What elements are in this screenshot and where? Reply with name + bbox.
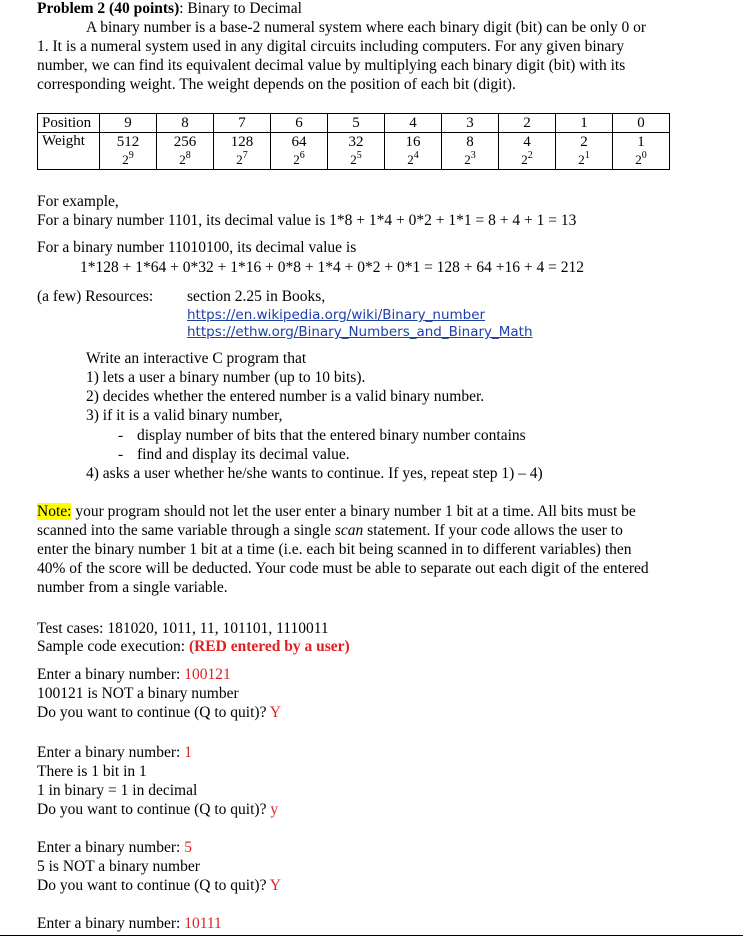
power-row — [38, 151, 670, 170]
weight-cell: 16 — [385, 133, 442, 152]
task-sub-1: display number of bits that the entered binary number contains — [137, 427, 526, 444]
note-label: Note: — [37, 503, 72, 520]
position-cell: 9 — [100, 114, 157, 133]
example-line-2: For a binary number 11010100, its decimal value is — [37, 239, 357, 256]
power-cell: $2^4$ — [385, 151, 442, 170]
problem-title-rest: : Binary to Decimal — [179, 0, 302, 17]
power-cell: $2^7$ — [214, 151, 271, 170]
power-cell: $2^5$ — [328, 151, 385, 170]
intro-line-4: corresponding weight. The weight depends on the position of each bit (digit). — [37, 76, 516, 93]
weight-row — [38, 133, 670, 152]
session-output: 1 in binary = 1 in decimal — [37, 782, 198, 799]
task-sub-bullet: - — [118, 427, 124, 444]
session-output: 100121 is NOT a binary number — [37, 685, 239, 702]
example-line-3: 1*128 + 1*64 + 0*32 + 1*16 + 0*8 + 1*4 + 0*2 + 0*1 = 128 + 64 +16 + 4 = 212 — [80, 259, 585, 276]
position-label: Position — [38, 114, 100, 133]
position-cell: 3 — [442, 114, 499, 133]
sample-execution: Sample code execution: (RED entered by a user) — [37, 638, 350, 655]
power-cell: $2^9$ — [100, 151, 157, 170]
weight-cell: 64 — [271, 133, 328, 152]
task-intro: Write an interactive C program that — [86, 350, 307, 367]
session-continue: Do you want to continue (Q to quit)? Y — [37, 704, 281, 721]
sample-red-note: (RED entered by a user) — [188, 638, 350, 655]
session-output: 5 is NOT a binary number — [37, 858, 200, 875]
position-cell: 6 — [271, 114, 328, 133]
user-input: 5 — [184, 839, 192, 856]
intro-line-2: 1. It is a numeral system used in any digital circuits including computers. For any given binary — [37, 38, 625, 55]
note-line-5: number from a single variable. — [37, 579, 228, 596]
power-cell: $2^0$ — [613, 151, 670, 170]
power-cell: $2^2$ — [499, 151, 556, 170]
resources-label: (a few) Resources: — [37, 288, 154, 305]
problem-title-bold: Problem 2 (40 points) — [37, 0, 180, 17]
weight-table — [37, 113, 670, 170]
user-answer: Y — [269, 704, 281, 721]
weight-cell: 8 — [442, 133, 499, 152]
task-step-1: 1) lets a user a binary number (up to 10 bits). — [86, 369, 366, 386]
task-step-2: 2) decides whether the entered number is a valid binary number. — [86, 388, 485, 405]
position-cell: 4 — [385, 114, 442, 133]
session-continue: Do you want to continue (Q to quit)? y — [37, 801, 279, 818]
task-step-3: 3) if it is a valid binary number, — [86, 407, 283, 424]
weight-cell: 32 — [328, 133, 385, 152]
position-cell: 1 — [556, 114, 613, 133]
resource-link-ethw-text[interactable]: https://ethw.org/Binary_Numbers_and_Binary_Math — [187, 324, 533, 340]
test-cases: Test cases: 181020, 1011, 11, 101101, 1110011 — [37, 620, 329, 637]
user-answer: Y — [269, 877, 281, 894]
power-cell: $2^1$ — [556, 151, 613, 170]
position-cell: 7 — [214, 114, 271, 133]
scan-word: scan — [334, 522, 364, 539]
position-cell: 0 — [613, 114, 670, 133]
intro-line-1: A binary number is a base-2 numeral system where each binary digit (bit) can be only 0 or — [86, 19, 646, 36]
weight-cell: 1 — [613, 133, 670, 152]
user-input: 100121 — [184, 666, 231, 683]
example-label: For example, — [37, 193, 119, 210]
position-cell: 5 — [328, 114, 385, 133]
power-cell: $2^6$ — [271, 151, 328, 170]
user-answer: y — [270, 801, 279, 818]
user-input: 10111 — [184, 915, 222, 932]
power-cell: $2^3$ — [442, 151, 499, 170]
position-row — [38, 114, 670, 133]
session-continue: Do you want to continue (Q to quit)? Y — [37, 877, 281, 894]
note-line-3: enter the binary number 1 bit at a time (i.e. each bit being scanned in to different variables) then — [37, 541, 632, 558]
session-prompt: Enter a binary number: 10111 — [37, 915, 222, 932]
note-line-4: 40% of the score will be deducted. Your code must be able to separate out each digit of the entered — [37, 560, 649, 577]
page-bottom-border — [0, 935, 743, 936]
task-sub-2: find and display its decimal value. — [137, 446, 350, 463]
weight-label: Weight — [38, 133, 100, 170]
resource-link-ethw[interactable] — [187, 322, 533, 342]
weight-cell: 4 — [499, 133, 556, 152]
resource-link-wikipedia-text[interactable]: https://en.wikipedia.org/wiki/Binary_number — [187, 307, 486, 323]
weight-cell: 256 — [157, 133, 214, 152]
note-line-1: Note: your program should not let the user enter a binary number 1 bit at a time. All bits must be — [37, 503, 636, 520]
power-cell: $2^8$ — [157, 151, 214, 170]
user-input: 1 — [184, 744, 192, 761]
note-line-2: scanned into the same variable through a single scan statement. If your code allows the user to — [37, 522, 623, 539]
session-prompt: Enter a binary number: 5 — [37, 839, 192, 856]
weight-cell: 2 — [556, 133, 613, 152]
session-prompt: Enter a binary number: 1 — [37, 744, 192, 761]
example-line-1: For a binary number 1101, its decimal value is 1*8 + 1*4 + 0*2 + 1*1 = 8 + 4 + 1 = 13 — [37, 212, 577, 229]
session-output: There is 1 bit in 1 — [37, 763, 147, 780]
weight-cell: 128 — [214, 133, 271, 152]
position-cell: 2 — [499, 114, 556, 133]
resources-book: section 2.25 in Books, — [187, 288, 326, 305]
problem-title — [37, 0, 302, 18]
task-sub-bullet: - — [118, 446, 124, 463]
session-prompt: Enter a binary number: 100121 — [37, 666, 231, 683]
weight-cell: 512 — [100, 133, 157, 152]
position-cell: 8 — [157, 114, 214, 133]
intro-line-3: number, we can find its equivalent decimal value by multiplying each binary digit (bit) with its — [37, 57, 626, 74]
task-step-4: 4) asks a user whether he/she wants to continue. If yes, repeat step 1) – 4) — [86, 465, 543, 482]
